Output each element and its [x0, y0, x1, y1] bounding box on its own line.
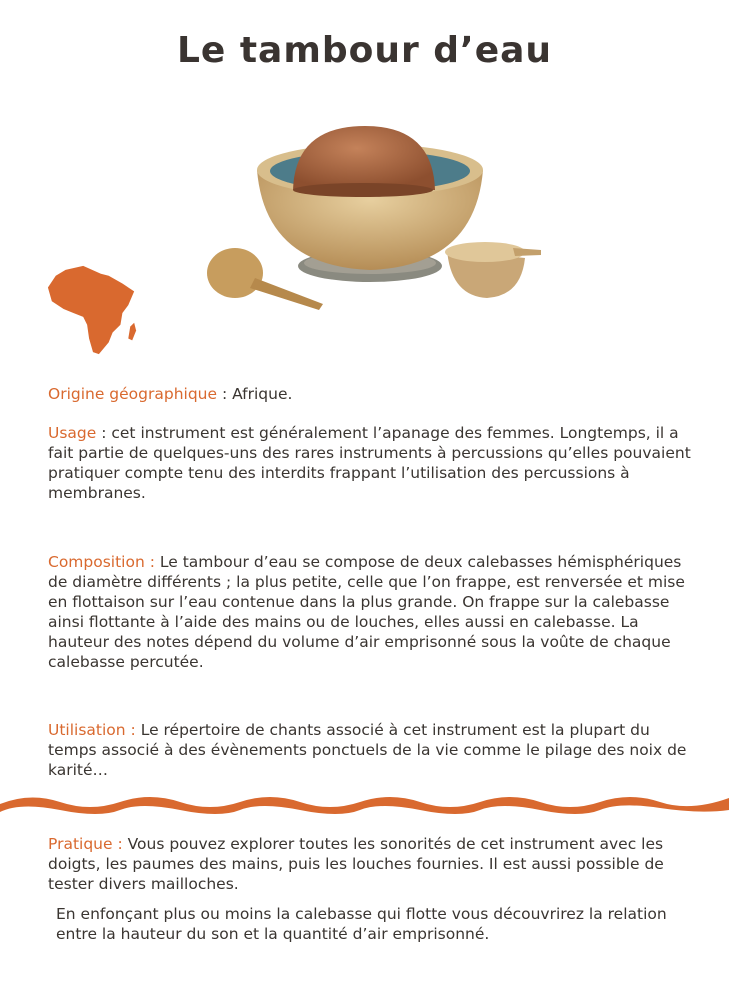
utilisation-label: Utilisation : — [48, 721, 136, 739]
utilisation-text: Le répertoire de chants associé à cet instrument est la plupart du temps associé à des évènements ponctuels de la vie comme le pilage des noix de karité… — [48, 721, 687, 779]
pratique-extra-paragraph: En enfonçant plus ou moins la calebasse qui flotte vous découvrirez la relation entre la hauteur du son et la quantité d’air emprisonné. — [56, 905, 667, 943]
usage-paragraph — [48, 423, 698, 503]
water-drum-photo — [195, 118, 545, 318]
composition-paragraph — [48, 552, 698, 672]
page-title: Le tambour d’eau — [176, 30, 553, 71]
composition-text: Le tambour d’eau se compose de deux calebasses hémisphériques de diamètre différents ; la plus petite, celle que l’on frappe, est renversée et mise en flottaison sur l’eau contenue dans la plus grande. On frappe sur la calebasse ainsi flottante à l’aide des mains ou de louches, elles aussi en calebasse. La hauteur des notes dépend du volume d’air emprisonné sous la voûte de chaque calebasse percutée. — [48, 553, 685, 671]
origin-paragraph — [48, 384, 698, 404]
wave-divider — [0, 788, 729, 814]
africa-map-icon — [44, 262, 142, 360]
usage-label: Usage — [48, 424, 97, 442]
pratique-text: Vous pouvez explorer toutes les sonorités de cet instrument avec les doigts, les paumes des mains, puis les louches fournies. Il est aussi possible de tester divers mailloches. — [48, 835, 664, 893]
pratique-paragraph — [48, 834, 698, 894]
usage-separator: : — [96, 424, 112, 442]
pratique-label: Pratique : — [48, 835, 123, 853]
origin-separator: : — [217, 385, 233, 403]
utilisation-paragraph — [48, 720, 698, 780]
origin-text: Afrique. — [232, 385, 293, 403]
origin-label: Origine géographique — [48, 385, 218, 403]
composition-label: Composition : — [48, 553, 155, 571]
usage-text: cet instrument est généralement l’apanage des femmes. Longtemps, il a fait partie de quelques-uns des rares instruments à percussions qu’elles pouvaient pratiquer compte tenu des interdits frappant l’utilisation des percussions à membranes. — [48, 424, 691, 502]
